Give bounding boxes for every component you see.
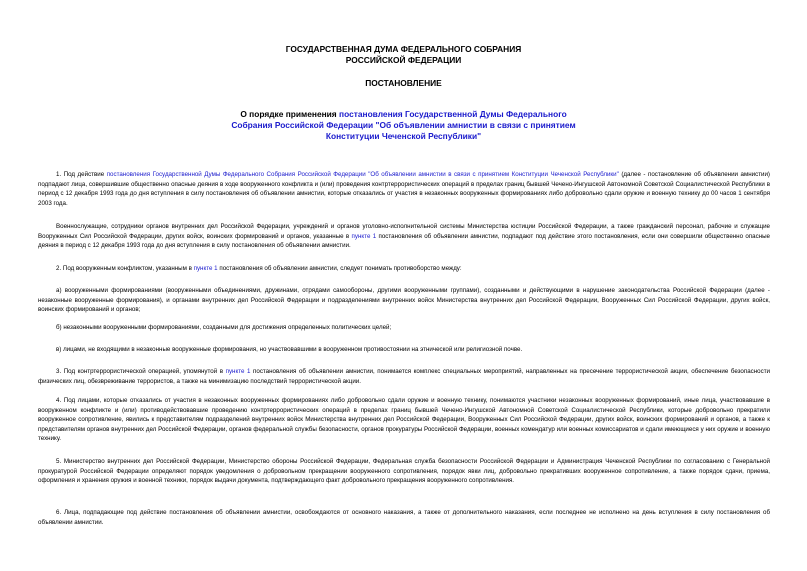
point-1-link[interactable]: пункте 1	[225, 368, 251, 375]
issuer-line-1: ГОСУДАРСТВЕННАЯ ДУМА ФЕДЕРАЛЬНОГО СОБРАНИЯ	[285, 44, 522, 54]
paragraph-2-post: постановления об объявлении амнистии, следует понимать противоборство между:	[217, 265, 462, 272]
title-prefix: О порядке применения	[240, 109, 340, 119]
point-1-link[interactable]: пункте 1	[351, 232, 377, 240]
paragraph-2a: а) вооруженными формированиями (вооруженными объединениями, дружинами, отрядами самообороны, другими вооруженными группами), созданными и действующими в нарушение законодательства Российской Федерации (далее - незаконные вооруженные формирования), и органами внутренних дел Российской Федерации и подразделениями внутренних войск Министерства внутренних дел Российской Федерации, Вооруженных Сил Российской Федерации, других войск, воинских формирований и органов;	[38, 287, 770, 314]
paragraph-4: 4. Под лицами, которые отказались от участия в незаконных вооруженных формированиях либо добровольно сдали оружие и военную технику, понимаются участники незаконных вооруженных формирований, иные лица, участвовавшие в вооруженном конфликте и (или) противодействовавшие проведению контртеррористических операций в пределах границ бывшей Чечено-Ингушской Автономной Советской Социалистической Республики, которые добровольно прекратили вооруженное сопротивление, явились к представителям подразделений внутренних войск Министерства внутренних дел Российской Федерации, Вооруженных Сил Российской Федерации, других войск, воинских формирований и органов, а также к представителям органов внутренних дел Российской Федерации, органов федеральной службы безопасности, органов прокуратуры Российской Федерации, военных комендатур или военных комиссариатов и сдали имеющиеся у них оружие и военную технику.	[38, 397, 770, 443]
paragraph-3	[38, 367, 770, 386]
paragraph-2-pre: 2. Под вооруженным конфликтом, указанным в	[56, 265, 194, 272]
title-link[interactable]: постановления Государственной Думы Федерального Собрания Российской Федерации "Об объявлении амнистии в связи с принятием Конституции Чеченской Республики"	[231, 109, 576, 141]
paragraph-3-pre: 3. Под контртеррористической операцией, упомянутой в	[56, 368, 226, 375]
paragraph-6: 6. Лица, подпадающие под действие постановления об объявлении амнистии, освобождаются от основного наказания, а также от дополнительного наказания, если последнее не исполнено на день вступления в силу постановления об объявлении амнистии.	[38, 509, 770, 526]
document-type: ПОСТАНОВЛЕНИЕ	[365, 78, 442, 88]
paragraph-2b: б) незаконными вооруженными формированиями, созданными для достижения определенных политических целей;	[56, 324, 392, 331]
paragraph-1-post: (далее - постановление об объявлении амнистии) подпадают лица, совершившие общественно опасные деяния в ходе вооруженного конфликта и (или) проведения контртеррористических операций в пределах границ бывшей Чечено-Ингушской Автономной Советской Социалистической Республики в период с 12 декабря 1993 года до дня вступления в силу постановления об объявлении амнистии, которые отказались от участия в незаконных вооруженных формированиях либо добровольно сдали оружие и военную технику до 00 часов 1 сентября 2003 года.	[38, 171, 770, 207]
paragraph-1b-post: постановления об объявлении амнистии, подпадают под действие этого постановления, если они совершили общественно опасные деяния в период с 12 декабря 1993 года до дня вступления в силу постановления об объявлении амнистии.	[38, 232, 770, 250]
paragraph-1b	[38, 222, 770, 251]
paragraph-1-pre: 1. Под действие	[56, 171, 107, 178]
paragraph-2c: в) лицами, не входящими в незаконные вооруженные формирования, но участвовавшими в вооруженном противостоянии на этнической или религиозной почве.	[56, 346, 523, 353]
paragraph-3-post: постановления об объявлении амнистии, понимается комплекс специальных мероприятий, направленных на пресечение террористической акции, обеспечение безопасности физических лиц, обезвреживание террористов, а также на минимизацию последствий террористической акции.	[38, 368, 770, 385]
issuer-line-2: РОССИЙСКОЙ ФЕДЕРАЦИИ	[345, 55, 462, 65]
paragraph-2	[38, 264, 770, 274]
resolution-link[interactable]: постановления Государственной Думы Федерального Собрания Российской Федерации "Об объявлении амнистии в связи с принятием Конституции Чеченской Республики"	[106, 171, 619, 178]
paragraph-1b-pre: Военнослужащие, сотрудники органов внутренних дел Российской Федерации, учреждений и органов уголовно-исполнительной системы Министерства юстиции Российской Федерации, а также гражданский персонал, рабочие и служащие Вооруженных Сил Российской Федерации, других войск, воинских формирований и органов, указанные в	[38, 223, 770, 240]
point-1-link[interactable]: пункте 1	[193, 265, 218, 272]
paragraph-1	[38, 170, 770, 208]
paragraph-5: 5. Министерство внутренних дел Российской Федерации, Министерство обороны Российской Федерации, Федеральная служба безопасности Российской Федерации и Администрация Чеченской Республики по согласованию с Генеральной прокуратурой Российской Федерации определяют порядок уведомления о добровольном прекращении вооруженного сопротивления, порядок явки лиц, добровольно прекративших вооруженное сопротивление, а также порядок сдачи, приема, оформления и хранения оружия и военной техники, порядок выдачи документа, подтверждающего факт добровольного прекращения вооруженного сопротивления.	[38, 458, 770, 485]
document-title	[230, 109, 577, 142]
